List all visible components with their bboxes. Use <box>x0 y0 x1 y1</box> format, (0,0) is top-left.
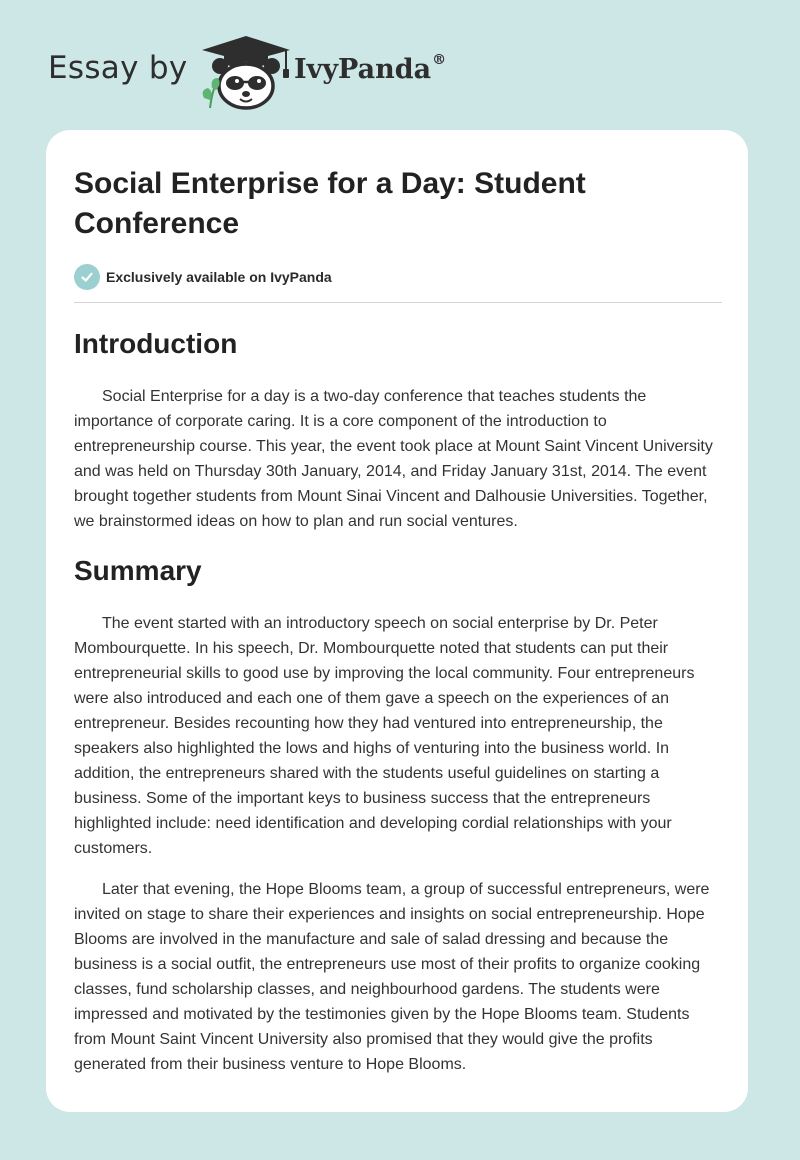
article-card <box>46 130 748 1112</box>
brand-name-text: IvyPanda <box>294 54 432 85</box>
eye-shine-right <box>257 79 261 83</box>
panda-nose <box>242 91 250 97</box>
article-title: Social Enterprise for a Day: Student Conference <box>74 167 586 240</box>
panda-eye-left <box>226 76 244 90</box>
tassel-end <box>283 69 289 78</box>
ivy-leaf-lower <box>203 88 212 100</box>
brand-prefix: Essay by <box>48 50 188 86</box>
introduction-paragraph: Social Enterprise for a day is a two-day conference that teaches students the importance of corporate caring. It is a core component of the introduction to entrepreneurship course. This year, the event took place at Mount Saint Vincent University and was held on Thursday 30th January, 2014, and Friday January 31st, 2014. The event brought together students from Mount Sinai Vincent and Dalhousie Universities. Together, we brainstormed ideas on how to plan and run social ventures. <box>74 388 713 530</box>
eye-shine-left <box>235 79 239 83</box>
title-divider <box>74 302 722 303</box>
section-heading-summary: Summary <box>74 555 202 586</box>
exclusive-label: Exclusively available on IvyPanda <box>106 269 332 285</box>
panda-eye-right <box>248 76 266 90</box>
brand-name[interactable] <box>294 54 446 85</box>
mortarboard-top <box>202 36 290 62</box>
summary-paragraph-2: Later that evening, the Hope Blooms team, a group of successful entrepreneurs, were invited on stage to share their experiences and insights on social entrepreneurship. Hope Blooms are involved in the manufacture and sale of salad dressing and because the business is a social outfit, the entrepreneurs use most of their profits to organize cooking classes, fund scholarship classes, and neighbourhood gardens. The students were impressed and motivated by the testimonies given by the Hope Blooms team. Students from Mount Saint Vincent University also promised that they would give the profits generated from their business venture to Hope Blooms. <box>74 881 710 1073</box>
summary-paragraph-1: The event started with an introductory speech on social enterprise by Dr. Peter Mombourquette. In his speech, Dr. Mombourquette noted that students can put their entrepreneurial skills to good use by improving the local community. Four entrepreneurs were also introduced and each one of them gave a speech on the experiences of an entrepreneur. Besides recounting how they had ventured into entrepreneurship, the speakers also highlighted the lows and highs of venturing into the business world. In addition, the entrepreneurs shared with the students useful guidelines on starting a business. Some of the important keys to business success that the entrepreneurs highlighted include: need identification and developing cordial relationships with your customers. <box>74 615 695 857</box>
check-icon <box>74 264 100 290</box>
registered-mark: ® <box>432 52 447 68</box>
site-header <box>0 0 800 130</box>
section-heading-introduction: Introduction <box>74 328 238 359</box>
exclusive-availability <box>74 264 332 290</box>
panda-graduate-logo-icon[interactable] <box>200 34 292 110</box>
